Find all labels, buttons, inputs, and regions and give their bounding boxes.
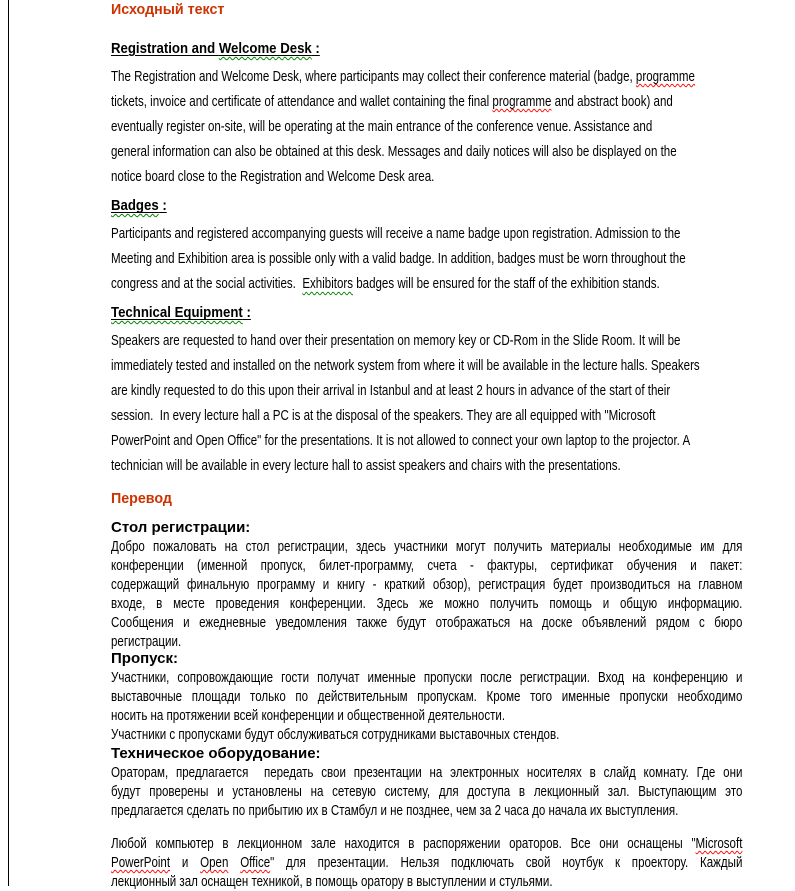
translation-block-registration-desk <box>111 521 771 651</box>
spellcheck-green-word: Welcome Desk <box>218 40 312 57</box>
text-line <box>111 453 742 478</box>
text-line <box>111 575 742 594</box>
text-segment: Сообщения и ежедневные уведомления также будут отображаться на доске объявлений рядом с бюро <box>111 614 743 631</box>
text-segment: регистрации. <box>111 633 182 650</box>
block-body <box>111 763 771 820</box>
block-heading <box>111 197 762 214</box>
spellcheck-green-word: Technical Equipment <box>111 304 243 321</box>
text-segment: and abstract book) and <box>551 93 673 110</box>
source-section-title: Исходный текст <box>111 1 225 18</box>
text-segment: Любой компьютер в лекционном зале находится в распоряжении ораторов. Все они оснащены " <box>111 835 696 852</box>
text-line <box>111 89 742 114</box>
block-body-second-paragraph <box>111 834 771 891</box>
text-segment: Participants and registered accompanying guests will receive a name badge upon registration. Admission to the <box>111 225 681 242</box>
spellcheck-green-word: Badges <box>111 197 159 214</box>
text-line <box>111 403 742 428</box>
text-segment: предлагается сделать по прибытию их в Стамбул и не позднее, чем за 2 часа до начала их выступления. <box>111 802 679 819</box>
text-segment <box>228 854 240 871</box>
block-heading <box>111 40 762 57</box>
translation-section-title: Перевод <box>111 490 172 507</box>
text-segment: PowerPoint and Open Office" for the presentations. It is not allowed to connect your own laptop to the projector. A <box>111 432 691 449</box>
text-segment: конференции (именной пропуск, билет-программу, счета - фактуры, сертификат обучения и пакет: <box>111 557 743 574</box>
text-segment: are kindly requested to do this upon their arrival in Istanbul and at least 2 hours in advance of the start of their <box>111 382 671 399</box>
block-body <box>111 64 771 189</box>
block-heading <box>111 747 771 761</box>
text-segment: congress and at the social activities. <box>111 275 303 292</box>
block-body <box>111 328 771 478</box>
source-block-technical-equipment <box>111 304 771 478</box>
text-segment: notice board close to the Registration and Welcome Desk area. <box>111 168 435 185</box>
text-line <box>111 221 742 246</box>
text-line <box>111 246 742 271</box>
text-segment: Участники, сопровождающие гости получат именные пропуски после регистрации. Вход на конференцию и <box>111 669 743 686</box>
block-body <box>111 537 771 651</box>
text-line <box>111 594 742 613</box>
text-line <box>111 353 742 378</box>
text-segment: носить на протяжении всей конференции и общественной деятельности. <box>111 707 506 724</box>
text-segment: : <box>158 197 167 214</box>
block-body <box>111 668 771 744</box>
text-segment: Meeting and Exhibition area is possible only with a valid badge. In addition, badges must be worn throughout the <box>111 250 686 267</box>
text-segment: Стол регистрации: <box>111 519 251 536</box>
text-segment: Ораторам, предлагается передать свои презентации на электронных носителях в слайд комнату. Где они <box>111 764 743 781</box>
text-segment: лекционный зал оснащен техникой, в помощь оратору в выступлении и стульями. <box>111 873 553 890</box>
spellcheck-red-word: programme <box>492 93 552 110</box>
text-segment: Пропуск: <box>111 650 178 667</box>
text-line <box>111 139 742 164</box>
text-segment: Добро пожаловать на стол регистрации, здесь участники могут получить материалы необходимые им для <box>111 538 743 555</box>
text-segment: eventually register on-site, will be operating at the main entrance of the conference venue. Assistance and <box>111 118 653 135</box>
text-segment: содержащий финальную программу и книгу - краткий обзор), регистрация будет производиться на главном <box>111 576 743 593</box>
text-line <box>111 164 742 189</box>
spellcheck-green-word: Exhibitors <box>302 275 354 292</box>
spellcheck-red-word: programme <box>635 68 695 85</box>
text-segment: badges will be ensured for the staff of the exhibition stands. <box>353 275 660 292</box>
text-segment: immediately tested and installed on the network system from where it will be available in the lecture halls. Speakers <box>111 357 700 374</box>
text-line <box>111 64 742 89</box>
text-segment: входе, в месте проведения конференции. Здесь же можно получить помощь и общую информацию. <box>111 595 743 612</box>
translation-block-technical-equipment <box>111 747 771 891</box>
text-line <box>111 378 742 403</box>
text-segment: : <box>242 304 251 321</box>
text-line <box>111 725 742 744</box>
text-segment: Техническое оборудование: <box>111 745 321 762</box>
text-segment: Registration and <box>111 40 219 57</box>
text-line <box>111 801 742 820</box>
block-heading <box>111 304 762 321</box>
text-line <box>111 556 742 575</box>
document-content <box>111 0 771 891</box>
text-segment: и <box>170 854 201 871</box>
text-line <box>111 782 742 801</box>
block-heading <box>111 521 771 535</box>
text-segment: Speakers are requested to hand over their presentation on memory key or CD-Rom in the Slide Room. It will be <box>111 332 681 349</box>
spellcheck-red-word: Open <box>200 854 229 871</box>
text-line <box>111 763 742 782</box>
text-line <box>111 834 742 853</box>
text-segment: The Registration and Welcome Desk, where participants may collect their conference material (badge, <box>111 68 636 85</box>
text-segment: general information can also be obtained at this desk. Messages and daily notices will also be displayed on the <box>111 143 677 160</box>
block-body <box>111 221 771 296</box>
text-line <box>111 114 742 139</box>
text-line <box>111 328 742 353</box>
text-line <box>111 872 742 891</box>
text-line <box>111 853 742 872</box>
text-segment: будут проверены и установлены на сетевую систему, для доступа в лекционный зал. Выступающим это <box>111 783 743 800</box>
text-segment: session. In every lecture hall a PC is at the disposal of the speakers. They are all equipped with "Microsoft <box>111 407 656 424</box>
page-left-border <box>8 0 9 886</box>
spellcheck-red-word: PowerPoint <box>111 854 171 871</box>
text-segment: Участники с пропусками будут обслуживаться сотрудниками выставочных стендов. <box>111 726 560 743</box>
source-block-badges <box>111 197 771 296</box>
spellcheck-red-word: Microsoft <box>695 835 743 852</box>
text-line <box>111 632 742 651</box>
text-line <box>111 668 742 687</box>
text-line <box>111 687 742 706</box>
translation-block-badge <box>111 652 771 744</box>
text-line <box>111 271 742 296</box>
text-line <box>111 537 742 556</box>
text-segment: " для презентации. Нельзя подключать свой ноутбук к проектору. Каждый <box>270 854 743 871</box>
text-segment: tickets, invoice and certificate of attendance and wallet containing the final <box>111 93 493 110</box>
text-line <box>111 706 742 725</box>
block-heading <box>111 652 771 666</box>
text-segment: technician will be available in every lecture hall to assist speakers and chairs with the presentations. <box>111 457 621 474</box>
source-block-registration <box>111 40 771 189</box>
text-line <box>111 613 742 632</box>
spellcheck-red-word: Office <box>240 854 271 871</box>
text-segment: : <box>311 40 320 57</box>
text-line <box>111 428 742 453</box>
text-segment: выставочные площади только по действительным пропускам. Кроме того именные пропуски необходимо <box>111 688 743 705</box>
